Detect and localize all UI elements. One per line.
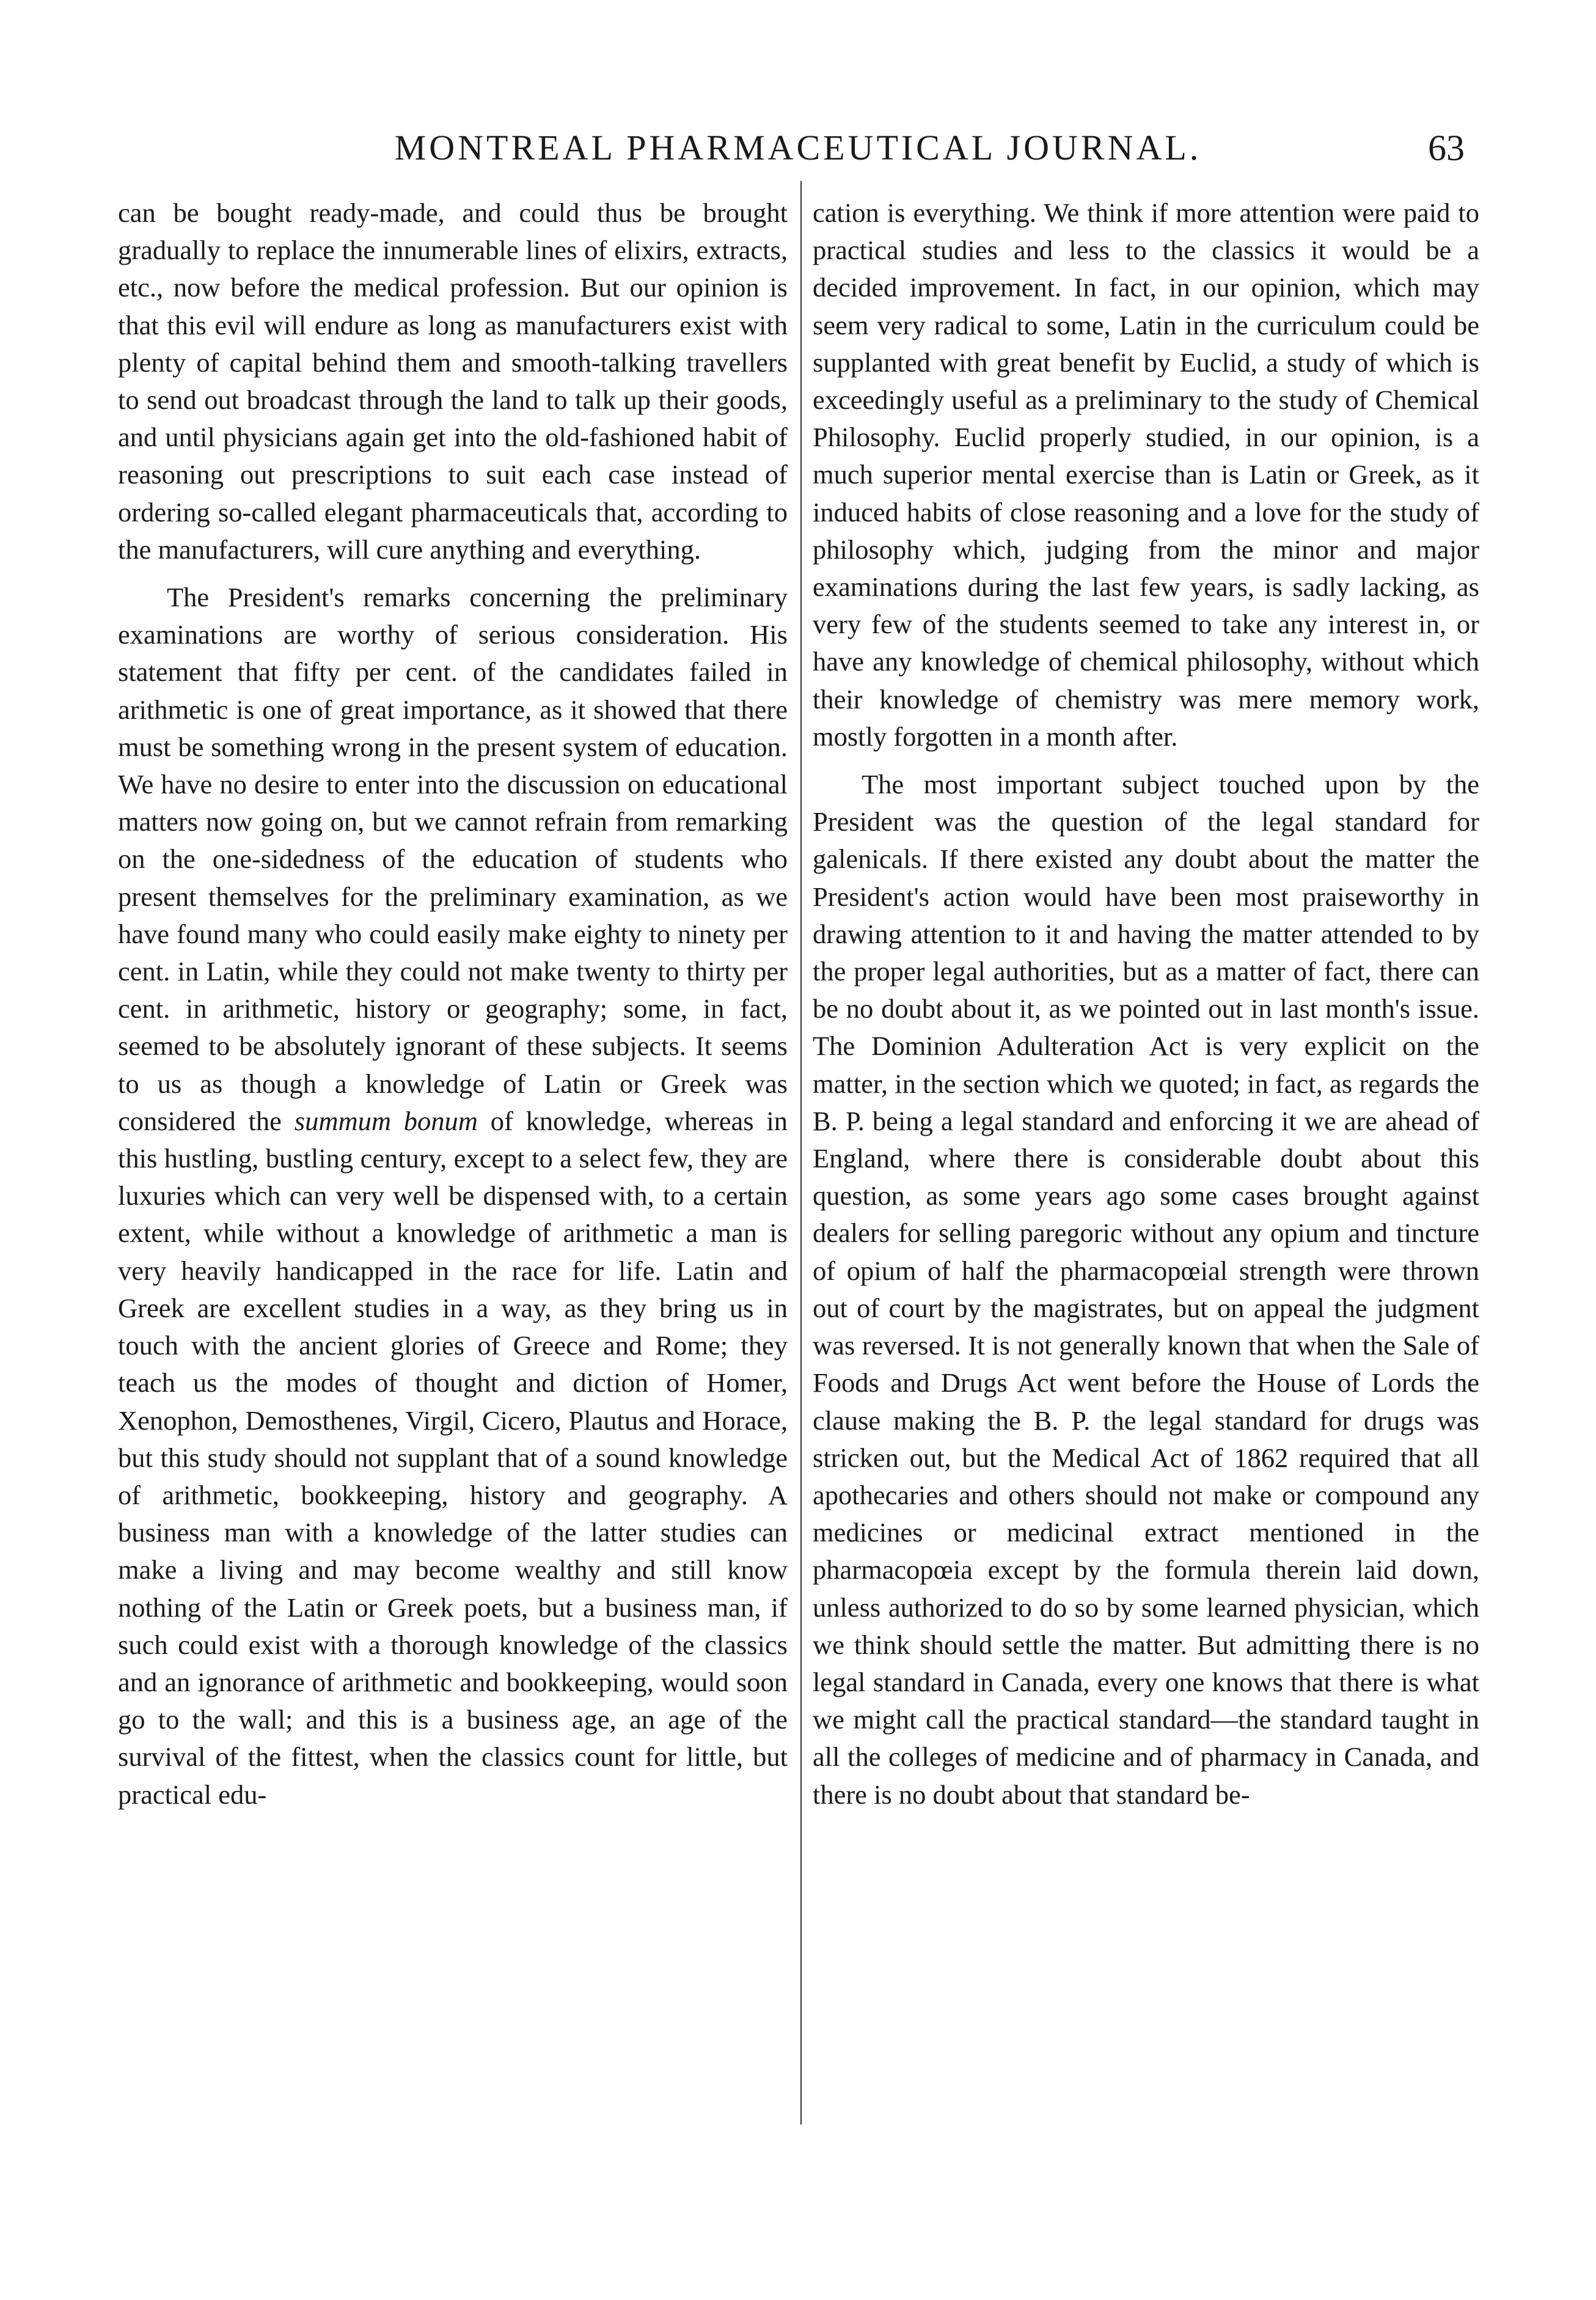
right-paragraph-1: cation is everything. We think if more attention were paid to practical studies and less to the classics it would be a decided improvement. In fact, in our opinion, which may seem very radical to some, Latin in the curriculum could be supplanted with great benefit by Euclid, a study of which is exceedingly useful as a preliminary to the study of Chemical Philosophy. Euclid properly studied, in our opinion, is a much superior mental exercise than is Latin or Greek, as it induced habits of close reasoning and a love for the study of philosophy which, judging from the minor and major examinations during the last few years, is sadly lacking, as very few of the students seemed to take any interest in, or have any knowledge of chemical philosophy, without which their knowledge of chemistry was mere memory work, mostly forgotten in a month after. [813, 197, 1479, 752]
right-column [813, 194, 1479, 1813]
right-paragraph-2: The most important subject touched upon by the President was the question of the legal standard for galenicals. If there existed any doubt about the matter the President's action would have been most praiseworthy in drawing attention to it and having the matter attended to by the proper legal authorities, but as a matter of fact, there can be no doubt about it, as we pointed out in last month's issue. The Dominion Adulteration Act is very explicit on the matter, in the section which we quoted; in fact, as regards the B. P. being a legal standard and enforcing it we are ahead of England, where there is considerable doubt about this question, as some years ago some cases brought against dealers for selling paregoric without any opium and tincture of opium of half the pharmacopœial strength were thrown out of court by the magistrates, but on appeal the judgment was reversed. It is not generally known that when the Sale of Foods and Drugs Act went before the House of Lords the clause making the B. P. the legal standard for drugs was stricken out, but the Medical Act of 1862 required that all apothecaries and others should not make or compound any medicines or medicinal extract mentioned in the pharmacopœia except by the formula therein laid down, unless authorized to do so by some learned physician, which we think should settle the matter. But admitting there is no legal standard in Canada, every one knows that there is what we might call the practical standard—the standard taught in all the colleges of medicine and of pharmacy in Canada, and there is no doubt about that standard be- [813, 769, 1479, 1810]
latin-phrase-summum-bonum: summum bonum [294, 1105, 478, 1136]
left-paragraph-2-text-a: The President's remarks concerning the preliminary examinations are worthy of serious consideration. His statement that fifty per cent. of the candidates failed in arithmetic is one of great importance, as it showed that there must be something wrong in the present system of education. We have no desire to enter into the discussion on educational matters now going on, but we cannot refrain from remarking on the one-sidedness of the education of students who present themselves for the preliminary examination, as we have found many who could easily make eighty to ninety per cent. in Latin, while they could not make twenty to thirty per cent. in arithmetic, history or geography; some, in fact, seemed to be absolutely ignorant of these subjects. It seems to us as though a knowledge of Latin or Greek was considered the [118, 582, 788, 1136]
left-paragraph-1: can be bought ready-made, and could thus be brought gradually to replace the innumerable lines of elixirs, extracts, etc., now before the medical profession. But our opinion is that this evil will endure as long as manufacturers exist with plenty of capital behind them and smooth-talking travellers to send out broadcast through the land to talk up their goods, and until physicians again get into the old-fashioned habit of reasoning out prescriptions to suit each case instead of ordering so-called elegant pharmaceuticals that, according to the manufacturers, will cure anything and everything. [118, 197, 788, 565]
left-paragraph-2-text-b: of knowledge, whereas in this hustling, bustling century, except to a select few, they are luxuries which can very well be dispensed with, to a certain extent, while without a knowledge of arithmetic a man is very heavily handicapped in the race for life. Latin and Greek are excellent studies in a way, as they bring us in touch with the ancient glories of Greece and Rome; they teach us the modes of thought and diction of Homer, Xenophon, Demosthenes, Virgil, Cicero, Plautus and Horace, but this study should not supplant that of a sound knowledge of arithmetic, bookkeeping, history and geography. A business man with a knowledge of the latter studies can make a living and may become wealthy and still know nothing of the Latin or Greek poets, but a business man, if such could exist with a thorough knowledge of the classics and an ignorance of arithmetic and bookkeeping, would soon go to the wall; and this is a business age, an age of the survival of the fittest, when the classics count for little, but practical edu- [118, 1105, 788, 1810]
page-header [0, 127, 1596, 176]
running-head: MONTREAL PHARMACEUTICAL JOURNAL. [394, 128, 1202, 167]
page-number: 63 [1428, 128, 1465, 168]
left-column [118, 194, 788, 1813]
left-paragraph-2 [118, 579, 788, 1813]
column-divider [800, 181, 802, 2125]
